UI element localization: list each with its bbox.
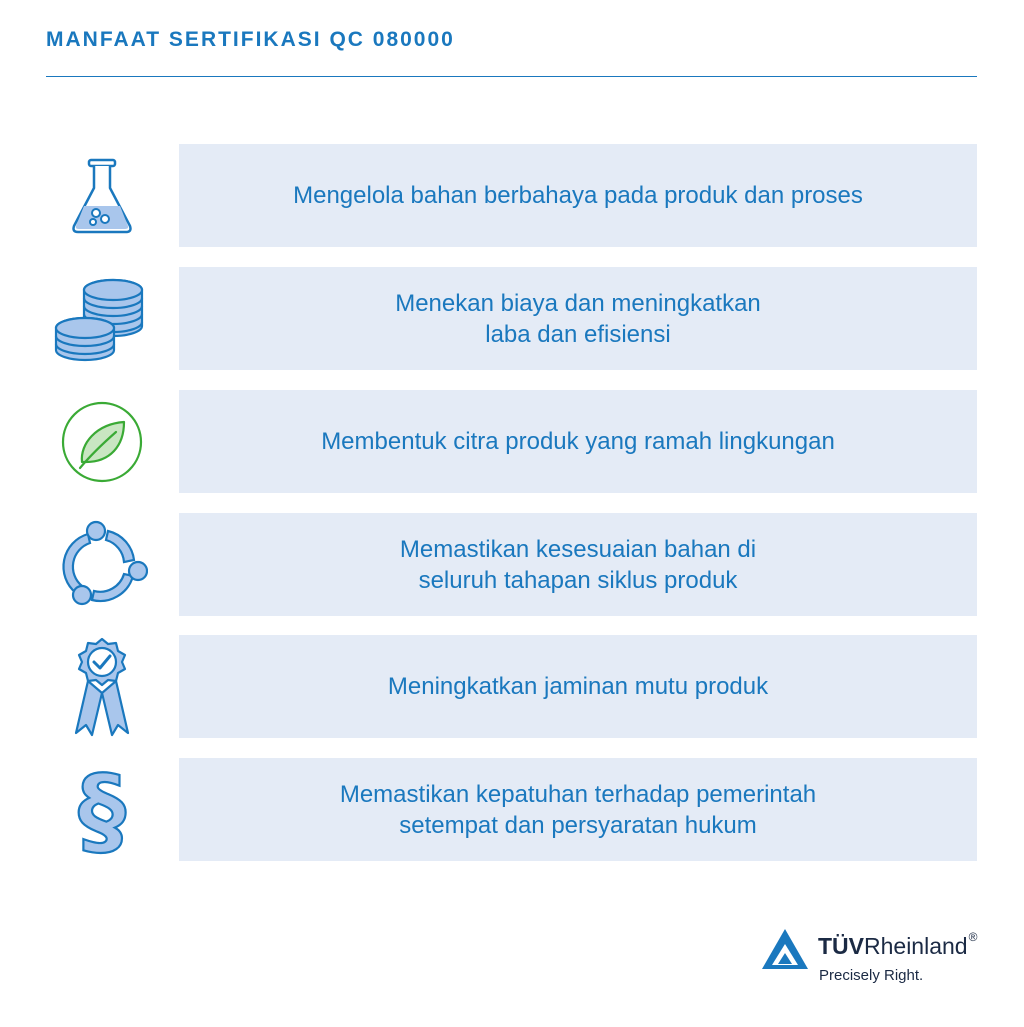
brand-name xyxy=(818,930,978,960)
benefit-text-box xyxy=(179,758,977,861)
brand-name-part: Rheinland xyxy=(864,933,968,959)
benefit-row xyxy=(0,390,1024,493)
title-divider xyxy=(46,76,977,77)
benefit-row xyxy=(0,635,1024,738)
section-sign-icon xyxy=(52,764,152,856)
leaf-icon xyxy=(52,400,152,484)
benefit-text-box xyxy=(179,635,977,738)
benefit-text: Memastikan kepatuhan terhadap pemerintah setempat dan persyaratan hukum xyxy=(339,780,817,839)
benefit-text: Memastikan kesesuaian bahan di seluruh tahapan siklus produk xyxy=(399,535,757,594)
registered-mark: ® xyxy=(968,930,978,944)
page-title: MANFAAT SERTIFIKASI QC 080000 xyxy=(46,28,455,51)
cycle-icon xyxy=(52,523,152,607)
benefit-row xyxy=(0,144,1024,247)
tuv-triangle-icon xyxy=(760,927,810,971)
benefit-row xyxy=(0,758,1024,861)
benefit-text: Mengelola bahan berbahaya pada produk dan proses xyxy=(293,182,863,209)
benefit-text: Membentuk citra produk yang ramah lingkungan xyxy=(321,428,835,455)
benefit-row xyxy=(0,267,1024,370)
tuv-rheinland-logo xyxy=(760,925,1000,995)
brand-name-part: TÜV xyxy=(818,933,864,959)
benefit-text-box xyxy=(179,267,977,370)
brand-tagline: Precisely Right. xyxy=(819,967,924,984)
benefit-row xyxy=(0,513,1024,616)
benefit-text-box xyxy=(179,390,977,493)
benefit-text-box xyxy=(179,144,977,247)
benefit-text: Menekan biaya dan meningkatkan laba dan efisiensi xyxy=(395,289,761,348)
benefit-text: Meningkatkan jaminan mutu produk xyxy=(387,673,769,700)
award-ribbon-icon xyxy=(52,645,152,729)
flask-icon xyxy=(52,154,152,238)
svg-text:§: § xyxy=(78,764,126,856)
benefit-text-box xyxy=(179,513,977,616)
coins-icon xyxy=(52,277,152,361)
